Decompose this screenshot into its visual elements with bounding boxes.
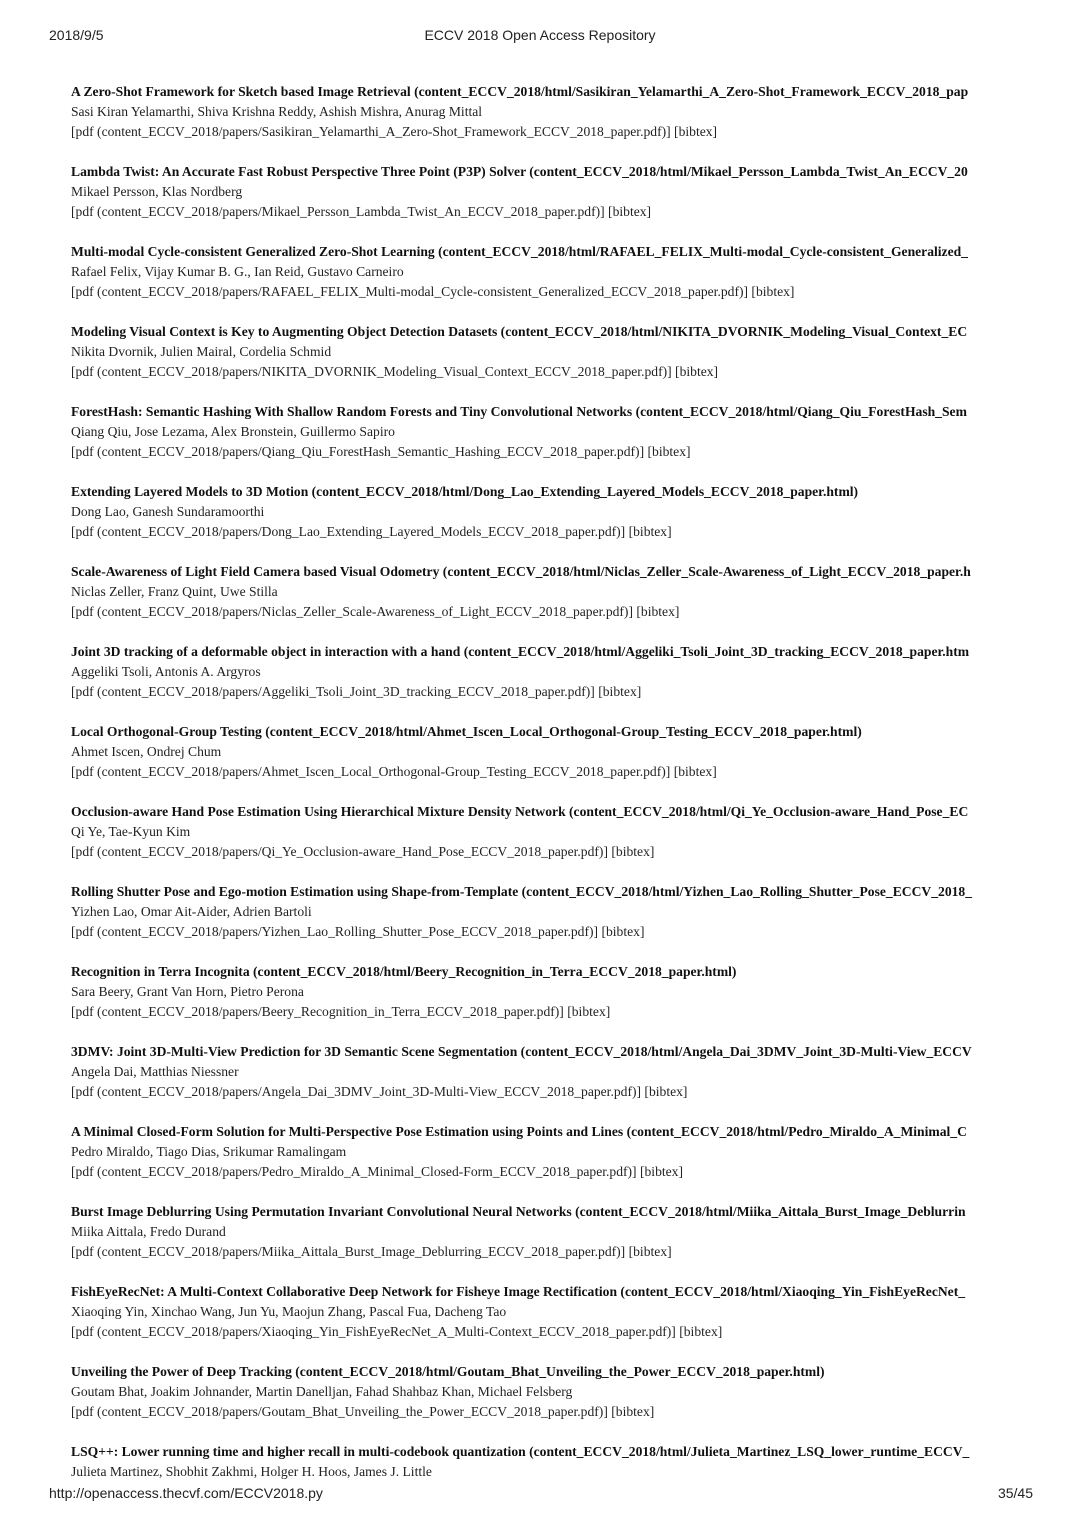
paper-entry [71, 642, 1032, 722]
paper-pdf-bibtex-links[interactable]: [pdf (content_ECCV_2018/papers/Xiaoqing_Yin_FishEyeRecNet_A_Multi-Context_ECCV_2018_paper.pdf)] [bibtex] [71, 1324, 723, 1339]
paper-entry [71, 962, 1032, 1042]
paper-entry [71, 322, 1032, 402]
paper-authors: Goutam Bhat, Joakim Johnander, Martin Danelljan, Fahad Shahbaz Khan, Michael Felsberg [71, 1384, 573, 1399]
paper-pdf-bibtex-links[interactable]: [pdf (content_ECCV_2018/papers/Yizhen_Lao_Rolling_Shutter_Pose_ECCV_2018_paper.pdf)] [bibtex] [71, 924, 645, 939]
paper-authors: Aggeliki Tsoli, Antonis A. Argyros [71, 664, 261, 679]
paper-title-link[interactable]: Lambda Twist: An Accurate Fast Robust Perspective Three Point (P3P) Solver (content_ECCV_2018/html/Mikael_Persson_Lambda_Twist_An_ECCV_20 [71, 164, 968, 179]
paper-title-link[interactable]: Modeling Visual Context is Key to Augmenting Object Detection Datasets (content_ECCV_2018/html/NIKITA_DVORNIK_Modeling_Visual_Context_EC [71, 324, 968, 339]
paper-authors: Qiang Qiu, Jose Lezama, Alex Bronstein, Guillermo Sapiro [71, 424, 395, 439]
paper-pdf-bibtex-links[interactable]: [pdf (content_ECCV_2018/papers/Angela_Dai_3DMV_Joint_3D-Multi-View_ECCV_2018_paper.pdf)] [bibtex] [71, 1084, 688, 1099]
page-number: 35/45 [997, 1485, 1033, 1501]
paper-authors: Miika Aittala, Fredo Durand [71, 1224, 226, 1239]
paper-title-link[interactable]: Local Orthogonal-Group Testing (content_ECCV_2018/html/Ahmet_Iscen_Local_Orthogonal-Group_Testing_ECCV_2018_paper.html) [71, 724, 862, 739]
paper-title-link[interactable]: Unveiling the Power of Deep Tracking (content_ECCV_2018/html/Goutam_Bhat_Unveiling_the_Power_ECCV_2018_paper.html) [71, 1364, 825, 1379]
paper-entry [71, 562, 1032, 642]
paper-title-link[interactable]: LSQ++: Lower running time and higher recall in multi-codebook quantization (content_ECCV_2018/html/Julieta_Martinez_LSQ_lower_runtime_ECCV_ [71, 1444, 970, 1459]
paper-entry [71, 1282, 1032, 1362]
paper-entry [71, 242, 1032, 322]
paper-pdf-bibtex-links[interactable]: [pdf (content_ECCV_2018/papers/Pedro_Miraldo_A_Minimal_Closed-Form_ECCV_2018_paper.pdf)] [bibtex] [71, 1164, 684, 1179]
paper-authors: Rafael Felix, Vijay Kumar B. G., Ian Reid, Gustavo Carneiro [71, 264, 404, 279]
paper-authors: Sasi Kiran Yelamarthi, Shiva Krishna Reddy, Ashish Mishra, Anurag Mittal [71, 104, 483, 119]
paper-title-link[interactable]: ForestHash: Semantic Hashing With Shallow Random Forests and Tiny Convolutional Networks (content_ECCV_2018/html/Qiang_Qiu_ForestHash_Sem [71, 404, 967, 419]
paper-entry [71, 82, 1032, 162]
paper-title-link[interactable]: Recognition in Terra Incognita (content_ECCV_2018/html/Beery_Recognition_in_Terra_ECCV_2018_paper.html) [71, 964, 737, 979]
paper-authors: Angela Dai, Matthias Niessner [71, 1064, 239, 1079]
paper-pdf-bibtex-links[interactable]: [pdf (content_ECCV_2018/papers/NIKITA_DVORNIK_Modeling_Visual_Context_ECCV_2018_paper.pdf)] [bibtex] [71, 364, 719, 379]
paper-pdf-bibtex-links[interactable]: [pdf (content_ECCV_2018/papers/Qi_Ye_Occlusion-aware_Hand_Pose_ECCV_2018_paper.pdf)] [bibtex] [71, 844, 655, 859]
paper-title-link[interactable]: Burst Image Deblurring Using Permutation Invariant Convolutional Neural Networks (content_ECCV_2018/html/Miika_Aittala_Burst_Image_Deblurrin [71, 1204, 966, 1219]
paper-authors: Sara Beery, Grant Van Horn, Pietro Perona [71, 984, 304, 999]
paper-entry [71, 1202, 1032, 1282]
paper-title-link[interactable]: Multi-modal Cycle-consistent Generalized Zero-Shot Learning (content_ECCV_2018/html/RAFAEL_FELIX_Multi-modal_Cycle-consistent_Generalized_ [71, 244, 968, 259]
paper-entry [71, 402, 1032, 482]
paper-entry [71, 1042, 1032, 1122]
paper-pdf-bibtex-links[interactable]: [pdf (content_ECCV_2018/papers/Sasikiran_Yelamarthi_A_Zero-Shot_Framework_ECCV_2018_paper.pdf)] [bibtex] [71, 124, 718, 139]
paper-authors: Qi Ye, Tae-Kyun Kim [71, 824, 191, 839]
paper-authors: Pedro Miraldo, Tiago Dias, Srikumar Ramalingam [71, 1144, 347, 1159]
paper-authors: Ahmet Iscen, Ondrej Chum [71, 744, 222, 759]
paper-entry [71, 722, 1032, 802]
paper-pdf-bibtex-links[interactable]: [pdf (content_ECCV_2018/papers/Niclas_Zeller_Scale-Awareness_of_Light_ECCV_2018_paper.pdf)] [bibtex] [71, 604, 680, 619]
paper-pdf-bibtex-links[interactable]: [pdf (content_ECCV_2018/papers/Ahmet_Iscen_Local_Orthogonal-Group_Testing_ECCV_2018_paper.pdf)] [bibtex] [71, 764, 717, 779]
paper-entry [71, 482, 1032, 562]
paper-list [71, 82, 1032, 1522]
paper-pdf-bibtex-links[interactable]: [pdf (content_ECCV_2018/papers/Goutam_Bhat_Unveiling_the_Power_ECCV_2018_paper.pdf)] [bibtex] [71, 1404, 655, 1419]
paper-title-link[interactable]: Extending Layered Models to 3D Motion (content_ECCV_2018/html/Dong_Lao_Extending_Layered_Models_ECCV_2018_paper.html) [71, 484, 859, 499]
paper-authors: Dong Lao, Ganesh Sundaramoorthi [71, 504, 265, 519]
paper-authors: Julieta Martinez, Shobhit Zakhmi, Holger H. Hoos, James J. Little [71, 1464, 432, 1479]
paper-authors: Nikita Dvornik, Julien Mairal, Cordelia Schmid [71, 344, 332, 359]
paper-entry [71, 802, 1032, 882]
print-date: 2018/9/5 [49, 27, 104, 43]
paper-title-link[interactable]: Joint 3D tracking of a deformable object in interaction with a hand (content_ECCV_2018/html/Aggeliki_Tsoli_Joint_3D_tracking_ECCV_2018_paper.htm [71, 644, 970, 659]
paper-entry [71, 162, 1032, 242]
paper-pdf-bibtex-links[interactable]: [pdf (content_ECCV_2018/papers/Miika_Aittala_Burst_Image_Deblurring_ECCV_2018_paper.pdf)] [bibtex] [71, 1244, 672, 1259]
paper-pdf-bibtex-links[interactable]: [pdf (content_ECCV_2018/papers/Dong_Lao_Extending_Layered_Models_ECCV_2018_paper.pdf)] [bibtex] [71, 524, 672, 539]
paper-entry [71, 1122, 1032, 1202]
paper-pdf-bibtex-links[interactable]: [pdf (content_ECCV_2018/papers/Beery_Recognition_in_Terra_ECCV_2018_paper.pdf)] [bibtex] [71, 1004, 611, 1019]
paper-title-link[interactable]: Scale-Awareness of Light Field Camera based Visual Odometry (content_ECCV_2018/html/Niclas_Zeller_Scale-Awareness_of_Light_ECCV_2018_paper.h [71, 564, 971, 579]
paper-authors: Niclas Zeller, Franz Quint, Uwe Stilla [71, 584, 278, 599]
paper-title-link[interactable]: A Minimal Closed-Form Solution for Multi-Perspective Pose Estimation using Points and Lines (content_ECCV_2018/html/Pedro_Miraldo_A_Minimal_C [71, 1124, 967, 1139]
paper-pdf-bibtex-links[interactable]: [pdf (content_ECCV_2018/papers/Mikael_Persson_Lambda_Twist_An_ECCV_2018_paper.pdf)] [bibtex] [71, 204, 652, 219]
page-title: ECCV 2018 Open Access Repository [424, 27, 656, 43]
paper-authors: Xiaoqing Yin, Xinchao Wang, Jun Yu, Maojun Zhang, Pascal Fua, Dacheng Tao [71, 1304, 507, 1319]
paper-title-link[interactable]: Occlusion-aware Hand Pose Estimation Using Hierarchical Mixture Density Network (content_ECCV_2018/html/Qi_Ye_Occlusion-aware_Hand_Pose_EC [71, 804, 969, 819]
paper-title-link[interactable]: A Zero-Shot Framework for Sketch based Image Retrieval (content_ECCV_2018/html/Sasikiran_Yelamarthi_A_Zero-Shot_Framework_ECCV_2018_pap [71, 84, 969, 99]
paper-pdf-bibtex-links[interactable]: [pdf (content_ECCV_2018/papers/Aggeliki_Tsoli_Joint_3D_tracking_ECCV_2018_paper.pdf)] [bibtex] [71, 684, 642, 699]
paper-entry [71, 1442, 1032, 1522]
paper-entry [71, 882, 1032, 962]
footer-url: http://openaccess.thecvf.com/ECCV2018.py [49, 1485, 323, 1501]
paper-entry [71, 1362, 1032, 1442]
paper-authors: Yizhen Lao, Omar Ait-Aider, Adrien Bartoli [71, 904, 312, 919]
paper-title-link[interactable]: Rolling Shutter Pose and Ego-motion Estimation using Shape-from-Template (content_ECCV_2018/html/Yizhen_Lao_Rolling_Shutter_Pose_ECCV_2018_ [71, 884, 973, 899]
paper-authors: Mikael Persson, Klas Nordberg [71, 184, 243, 199]
paper-pdf-bibtex-links[interactable]: [pdf (content_ECCV_2018/papers/Qiang_Qiu_ForestHash_Semantic_Hashing_ECCV_2018_paper.pdf)] [bibtex] [71, 444, 691, 459]
paper-pdf-bibtex-links[interactable]: [pdf (content_ECCV_2018/papers/RAFAEL_FELIX_Multi-modal_Cycle-consistent_Generalized_ECCV_2018_paper.pdf)] [bibtex] [71, 284, 795, 299]
paper-title-link[interactable]: FishEyeRecNet: A Multi-Context Collaborative Deep Network for Fisheye Image Rectification (content_ECCV_2018/html/Xiaoqing_Yin_FishEyeRecNet_ [71, 1284, 966, 1299]
paper-title-link[interactable]: 3DMV: Joint 3D-Multi-View Prediction for 3D Semantic Scene Segmentation (content_ECCV_2018/html/Angela_Dai_3DMV_Joint_3D-Multi-View_ECCV [71, 1044, 972, 1059]
